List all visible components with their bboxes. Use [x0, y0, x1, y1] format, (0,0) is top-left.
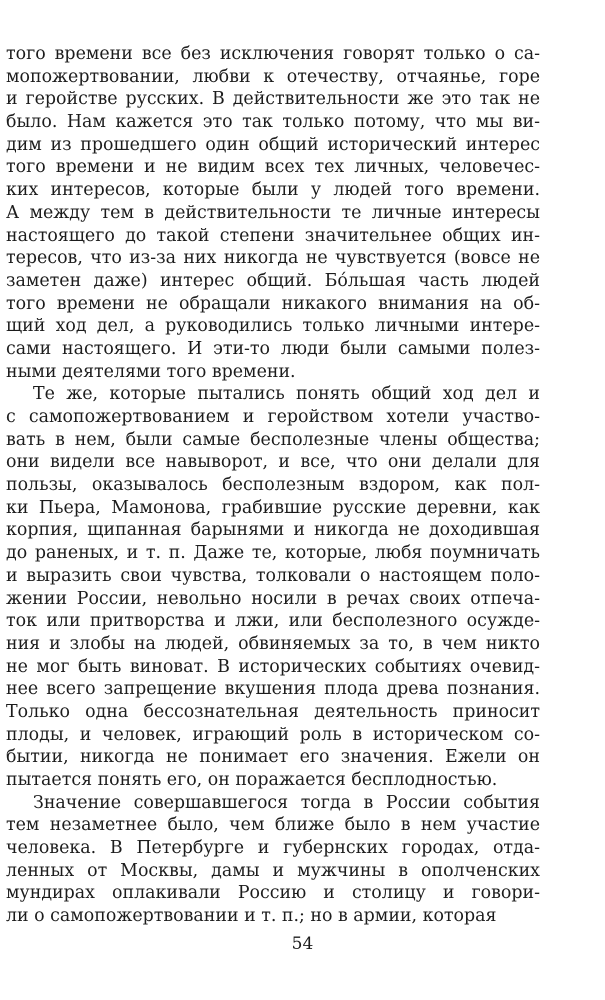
text-line: ными деятелями того времени.: [6, 361, 296, 382]
text-line: жении России, невольно носили в речах своих отпеча-: [6, 588, 540, 609]
text-line: мундирах оплакивали Россию и столицу и говори-: [6, 883, 540, 904]
text-line: плоды, и человек, играющий роль в историческом со-: [6, 724, 540, 745]
text-line: вать в нем, были самые бесполезные члены общества;: [6, 429, 540, 450]
text-line: пользы, оказывалось бесполезным вздором, как пол-: [6, 475, 540, 496]
text-line: ток или притворства и лжи, или бесполезного осужде-: [6, 611, 540, 632]
page-number: 54: [291, 934, 314, 954]
text-line: того времени и не видим всех тех личных, человечес-: [6, 157, 540, 178]
text-line: щий ход дел, а руководились только личными интере-: [6, 316, 540, 337]
text-line: было. Нам кажется это так только потому, что мы ви-: [6, 112, 540, 133]
text-line: настоящего до такой степени значительнее общих ин-: [6, 225, 540, 246]
text-line: ленных от Москвы, дамы и мужчины в ополченских: [6, 860, 540, 881]
text-line: нее всего запрещение вкушения плода древа познания.: [6, 679, 540, 700]
text-line: мопожертвовании, любви к отечеству, отчаянье, горе: [6, 66, 540, 87]
text-line: ния и злобы на людей, обвиняемых за то, в чем никто: [6, 633, 540, 654]
text-line: человека. В Петербурге и губернских городах, отда-: [6, 838, 540, 859]
text-line: бытии, никогда не понимает его значения. Ежели он: [6, 747, 540, 768]
text-line: ких интересов, которые были у людей того времени.: [6, 180, 540, 201]
text-line: тем незаметнее было, чем ближе было в нем участие: [6, 815, 540, 836]
text-line: Значение совершавшегося тогда в России события: [33, 792, 540, 813]
text-line: Те же, которые пытались понять общий ход дел и: [33, 384, 540, 405]
text-line: не мог быть виноват. В исторических событиях очевид-: [6, 656, 540, 677]
paragraph: [6, 43, 540, 383]
paragraph: [6, 792, 540, 928]
text-line: тересов, что из-за них никогда не чувствуется (вовсе не: [6, 248, 540, 269]
text-line: корпия, щипанная барынями и никогда не доходившая: [6, 520, 540, 541]
text-line: они видели все навыворот, и все, что они делали для: [6, 452, 540, 473]
page-text: [6, 43, 540, 928]
text-line: Только одна бессознательная деятельность приносит: [6, 701, 540, 722]
text-line: с самопожертвованием и геройством хотели участво-: [6, 407, 540, 427]
text-line: ли о самопожертвовании и т. п.; но в армии, которая: [6, 906, 497, 927]
text-line: и геройстве русских. В действительности же это так не: [6, 89, 540, 110]
text-line: до раненых, и т. п. Даже те, которые, любя поумничать: [6, 543, 540, 564]
text-line: пытается понять его, он поражается бесплодностью.: [6, 770, 498, 790]
text-line: А между тем в действительности те личные интересы: [6, 202, 540, 223]
text-line: дим из прошедшего один общий исторический интерес: [6, 134, 540, 155]
paragraph: [6, 383, 540, 791]
text-line: сами настоящего. И эти-то люди были самыми полез-: [6, 338, 540, 359]
text-line: ки Пьера, Мамонова, грабившие русские деревни, как: [6, 497, 540, 518]
text-line: заметен даже) интерес общий. Бо́льшая часть людей: [6, 270, 540, 291]
text-line: и выразить свои чувства, толковали о настоящем поло-: [6, 565, 540, 586]
text-line: того времени все без исключения говорят только о са-: [6, 44, 540, 64]
text-line: того времени не обращали никакого внимания на об-: [6, 293, 540, 314]
